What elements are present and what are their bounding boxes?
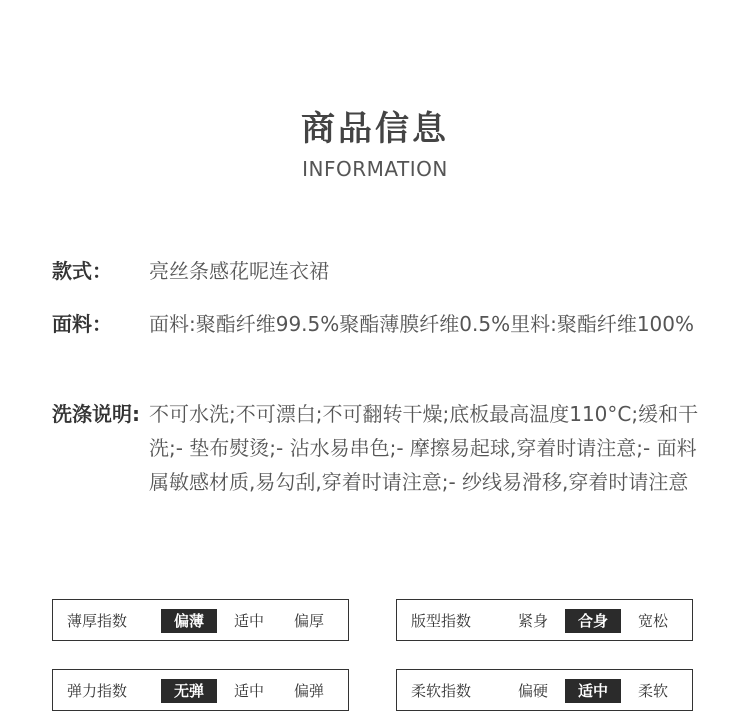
index-name: 弹力指数: [67, 682, 128, 700]
info-value-care: 不可水洗;不可漂白;不可翻转干燥;底板最高温度110°C;缓和干洗;- 垫布熨烫;- 沾水易串色;- 摩擦易起球,穿着时请注意;- 面料属敏感材质,易勾刮,穿着时请注意;- 纱线易滑移,穿着时请注意: [149, 402, 699, 494]
option-medium[interactable]: 适中: [233, 682, 264, 700]
index-name: 版型指数: [411, 612, 472, 630]
option-medium[interactable]: 适中: [565, 679, 621, 703]
info-row-care: [52, 397, 702, 533]
info-row-fabric: [52, 307, 702, 375]
index-fit: [396, 599, 693, 641]
info-label-care: 洗涤说明:: [52, 402, 140, 426]
option-medium[interactable]: 适中: [233, 612, 264, 630]
option-no-stretch[interactable]: 无弹: [161, 679, 217, 703]
info-value-style: 亮丝条感花呢连衣裙: [149, 259, 329, 283]
option-soft[interactable]: 柔软: [637, 682, 668, 700]
option-loose[interactable]: 宽松: [637, 612, 668, 630]
info-row-style: [52, 254, 702, 288]
option-thick[interactable]: 偏厚: [293, 612, 324, 630]
index-thickness: [52, 599, 349, 641]
index-name: 柔软指数: [411, 682, 472, 700]
page-subtitle: INFORMATION: [302, 157, 448, 181]
option-stretchy[interactable]: 偏弹: [293, 682, 324, 700]
index-elasticity: [52, 669, 349, 711]
info-label-fabric: 面料：: [52, 312, 112, 336]
info-label-style: 款式：: [52, 259, 112, 283]
option-tight[interactable]: 紧身: [517, 612, 548, 630]
index-name: 薄厚指数: [67, 612, 128, 630]
option-fitted[interactable]: 合身: [565, 609, 621, 633]
option-thin[interactable]: 偏薄: [161, 609, 217, 633]
info-value-fabric: 面料:聚酯纤维99.5%聚酯薄膜纤维0.5%里料:聚酯纤维100%: [149, 312, 694, 336]
index-softness: [396, 669, 693, 711]
page-title: 商品信息: [301, 109, 449, 149]
option-stiff[interactable]: 偏硬: [517, 682, 548, 700]
